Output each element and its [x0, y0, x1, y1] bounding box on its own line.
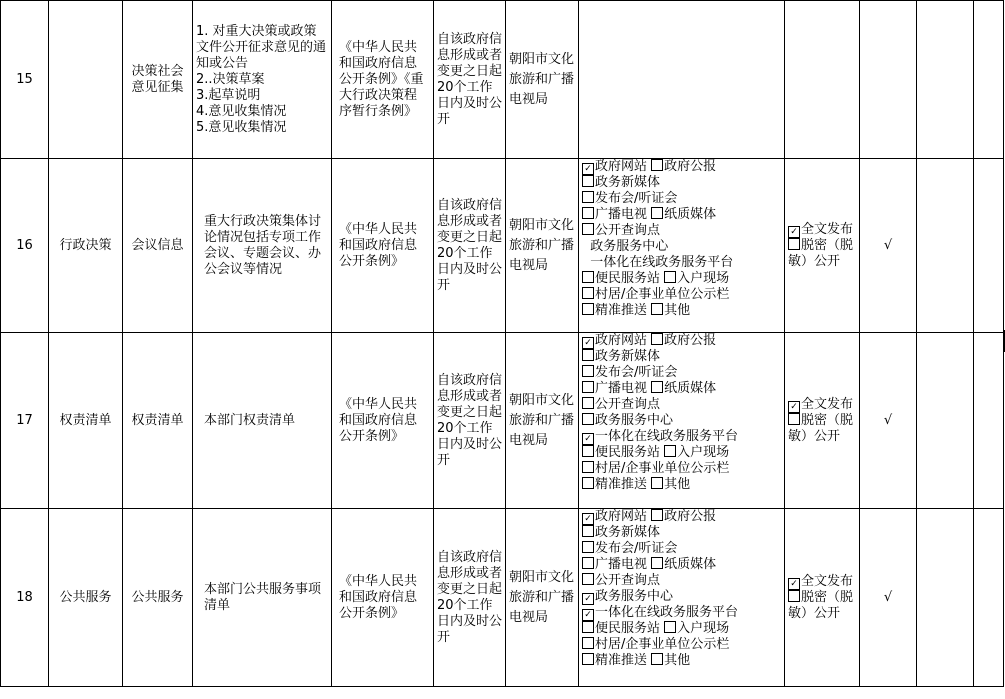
channel-line [582, 525, 781, 541]
option-label: 一体化在线政务服务平台 [595, 429, 739, 444]
checkbox-icon [651, 653, 663, 665]
channel-line [582, 445, 781, 461]
channel-line [582, 621, 781, 637]
checkbox-icon [582, 287, 594, 299]
table-row [1, 333, 1004, 509]
option-label: 脱密（脱敏）公开 [788, 412, 854, 444]
checked-box-icon [582, 163, 594, 175]
channel-line [582, 287, 781, 303]
basis-cell [332, 1, 434, 159]
row-number [1, 333, 49, 509]
level2-category [123, 159, 193, 333]
channel-line [582, 557, 781, 573]
checkbox-icon [582, 637, 594, 649]
time-cell [434, 159, 506, 333]
option-label: 政府公报 [664, 159, 717, 174]
channel-line [582, 509, 781, 525]
scope-cell [785, 333, 860, 509]
subject-text: 朝阳市文化旅游和广播电视局 [509, 51, 575, 107]
checkbox-icon [582, 365, 594, 377]
level1-category [49, 333, 123, 509]
channel-line [582, 541, 781, 557]
option-label: 政务新媒体 [595, 525, 661, 540]
channel-line [582, 191, 781, 207]
channel-line [582, 605, 781, 621]
table-row [1, 1, 1004, 159]
checkbox-icon [582, 381, 594, 393]
scope-cell [785, 159, 860, 333]
option-label: 纸质媒体 [664, 557, 717, 572]
option-label: 精准推送 [595, 303, 648, 318]
row-number-text: 18 [16, 589, 33, 605]
check-mark-icon: √ [883, 589, 893, 605]
option-label: 政府公报 [664, 509, 717, 524]
option-label: 精准推送 [595, 653, 648, 668]
empty-cell [917, 509, 974, 687]
option-label: 入户现场 [677, 445, 730, 460]
checkbox-icon [582, 461, 594, 473]
content-line: 重大行政决策集体讨论情况包括专项工作会议、专题会议、办公会议等情况 [204, 213, 322, 277]
checkbox-icon [582, 271, 594, 283]
content-line: 2..决策草案 [196, 71, 265, 87]
checkbox-icon [582, 397, 594, 409]
option-label: 村居/企事业单位公示栏 [595, 637, 730, 652]
option-label: 纸质媒体 [664, 207, 717, 222]
checkbox-icon [651, 557, 663, 569]
content-cell [193, 333, 332, 509]
time-text: 自该政府信息形成或者变更之日起20个工作日内及时公开 [437, 372, 503, 468]
checked-box-icon [582, 513, 594, 525]
option-label: 其他 [664, 477, 691, 492]
option-label: 公开查询点 [595, 223, 661, 238]
channel-line [582, 207, 781, 223]
checkbox-icon [788, 413, 800, 425]
checkbox-icon [582, 191, 594, 203]
option-label: 广播电视 [595, 207, 648, 222]
basis-cell [332, 159, 434, 333]
channel-line [582, 461, 781, 477]
channels-cell [579, 159, 785, 333]
checkbox-icon [651, 303, 663, 315]
checkbox-icon [651, 509, 663, 521]
option-label: 其他 [664, 653, 691, 668]
level2-category [123, 509, 193, 687]
checkbox-icon [651, 477, 663, 489]
level2-text: 会议信息 [131, 237, 184, 253]
channel-line [582, 413, 781, 429]
content-cell [193, 159, 332, 333]
content-line: 本部门公共服务事项清单 [204, 581, 322, 613]
option-label: 一体化在线政务服务平台 [590, 255, 734, 270]
option-label: 发布会/听证会 [595, 191, 678, 206]
checkbox-icon [582, 621, 594, 633]
table-row [1, 509, 1004, 687]
option-label: 政府公报 [664, 333, 717, 348]
empty-cell [974, 1, 1004, 159]
option-label: 脱密（脱敏）公开 [788, 589, 854, 621]
option-label: 政府网站 [595, 509, 648, 524]
option-label: 政务新媒体 [595, 175, 661, 190]
channels-cell [579, 509, 785, 687]
checkbox-icon [651, 333, 663, 345]
option-label: 精准推送 [595, 477, 648, 492]
level2-text: 权责清单 [131, 412, 184, 428]
option-label: 政务服务中心 [595, 589, 674, 604]
checkbox-icon [651, 159, 663, 171]
option-label: 全文发布 [801, 396, 854, 412]
check-mark-cell [860, 159, 917, 333]
content-line: 1. 对重大决策或政策文件公开征求意见的通知或公告 [196, 23, 327, 71]
level2-text: 公共服务 [131, 589, 184, 605]
checked-box-icon [788, 578, 800, 590]
option-label: 便民服务站 [595, 445, 661, 460]
checkbox-icon [582, 207, 594, 219]
checked-box-icon [582, 609, 594, 621]
option-label: 入户现场 [677, 621, 730, 636]
channel-line [582, 175, 781, 191]
option-label: 其他 [664, 303, 691, 318]
level1-category [49, 509, 123, 687]
basis-text: 《中华人民共和国政府信息公开条例》 [339, 396, 418, 444]
subject-cell [506, 333, 579, 509]
check-mark-icon: √ [883, 237, 893, 253]
option-label: 广播电视 [595, 557, 648, 572]
content-line: 3.起草说明 [196, 87, 261, 103]
option-label: 政府网站 [595, 333, 648, 348]
channel-line [582, 429, 781, 445]
option-label: 公开查询点 [595, 573, 661, 588]
subject-text: 朝阳市文化旅游和广播电视局 [509, 569, 575, 625]
checked-box-icon [582, 433, 594, 445]
checkbox-icon [651, 207, 663, 219]
subject-text: 朝阳市文化旅游和广播电视局 [509, 217, 575, 273]
empty-cell [974, 509, 1004, 687]
row-number-text: 17 [16, 412, 33, 428]
checkbox-icon [582, 541, 594, 553]
checkbox-icon [582, 445, 594, 457]
checkbox-icon [582, 477, 594, 489]
checkbox-icon [664, 271, 676, 283]
option-label: 入户现场 [677, 271, 730, 286]
checked-box-icon [582, 337, 594, 349]
checkbox-icon [582, 525, 594, 537]
checked-box-icon [788, 401, 800, 413]
option-label: 政府网站 [595, 159, 648, 174]
content-line: 本部门权责清单 [204, 412, 296, 428]
option-label: 脱密（脱敏）公开 [788, 237, 854, 269]
empty-cell [974, 333, 1004, 509]
option-label: 政务新媒体 [595, 349, 661, 364]
row-number-text: 15 [16, 71, 33, 87]
empty-cell [917, 333, 974, 509]
checkbox-icon [664, 621, 676, 633]
subject-text: 朝阳市文化旅游和广播电视局 [509, 392, 575, 448]
option-label: 便民服务站 [595, 621, 661, 636]
channel-line [582, 223, 781, 239]
subject-cell [506, 159, 579, 333]
option-label: 村居/企事业单位公示栏 [595, 461, 730, 476]
channel-line [582, 381, 781, 397]
basis-text: 《中华人民共和国政府信息公开条例》《重大行政决策程序暂行条例》 [339, 39, 424, 119]
option-label: 发布会/听证会 [595, 365, 678, 380]
checkbox-icon [582, 349, 594, 361]
empty-cell [974, 159, 1004, 333]
checkbox-icon [788, 238, 800, 250]
channel-line [582, 159, 781, 175]
content-cell [193, 509, 332, 687]
row-number-text: 16 [16, 237, 33, 253]
scope-cell [785, 509, 860, 687]
level2-text: 决策社会意见征集 [131, 63, 184, 95]
channel-line [582, 365, 781, 381]
basis-text: 《中华人民共和国政府信息公开条例》 [339, 573, 418, 621]
channel-line [582, 333, 781, 349]
option-label: 村居/企事业单位公示栏 [595, 287, 730, 302]
level1-text: 行政决策 [59, 237, 112, 253]
time-cell [434, 1, 506, 159]
time-cell [434, 333, 506, 509]
option-label: 公开查询点 [595, 397, 661, 412]
check-mark-cell [860, 1, 917, 159]
checked-box-icon [582, 593, 594, 605]
time-cell [434, 509, 506, 687]
checkbox-icon [582, 653, 594, 665]
checkbox-icon [582, 557, 594, 569]
checkbox-icon [788, 590, 800, 602]
channel-line [582, 349, 781, 365]
channel-line [582, 303, 781, 319]
table-body [1, 1, 1004, 687]
basis-text: 《中华人民共和国政府信息公开条例》 [339, 221, 418, 269]
content-line: 5.意见收集情况 [196, 119, 287, 135]
option-label: 政务服务中心 [590, 239, 669, 254]
row-number [1, 1, 49, 159]
subject-cell [506, 1, 579, 159]
empty-cell [917, 1, 974, 159]
channel-line [582, 397, 781, 413]
time-text: 自该政府信息形成或者变更之日起20个工作日内及时公开 [437, 31, 503, 127]
option-label: 便民服务站 [595, 271, 661, 286]
level1-text: 公共服务 [59, 589, 112, 605]
row-number [1, 509, 49, 687]
table-row [1, 159, 1004, 333]
scope-options [788, 574, 856, 622]
option-label: 全文发布 [801, 221, 854, 237]
checkbox-icon [582, 413, 594, 425]
checkbox-icon [582, 303, 594, 315]
check-mark-cell [860, 333, 917, 509]
scope-options [788, 222, 856, 270]
check-mark-icon: √ [883, 412, 893, 428]
checkbox-icon [582, 223, 594, 235]
option-label: 发布会/听证会 [595, 541, 678, 556]
checkbox-icon [582, 175, 594, 187]
option-label: 政务服务中心 [595, 413, 674, 428]
option-label: 一体化在线政务服务平台 [595, 605, 739, 620]
scope-cell [785, 1, 860, 159]
scope-options [788, 397, 856, 445]
channel-line [582, 573, 781, 589]
checkbox-icon [582, 573, 594, 585]
basis-cell [332, 509, 434, 687]
channel-line [582, 589, 781, 605]
level2-category [123, 1, 193, 159]
basis-cell [332, 333, 434, 509]
empty-cell [917, 159, 974, 333]
checkbox-icon [664, 445, 676, 457]
channel-line [582, 477, 781, 493]
channel-line [582, 271, 781, 287]
checkbox-icon [651, 381, 663, 393]
option-label: 全文发布 [801, 573, 854, 589]
level1-text: 权责清单 [59, 412, 112, 428]
channel-line [582, 239, 781, 255]
channel-line [582, 637, 781, 653]
level2-category [123, 333, 193, 509]
content-line: 4.意见收集情况 [196, 103, 287, 119]
level1-category [49, 1, 123, 159]
subject-cell [506, 509, 579, 687]
time-text: 自该政府信息形成或者变更之日起20个工作日内及时公开 [437, 549, 503, 645]
channels-cell [579, 1, 785, 159]
checked-box-icon [788, 226, 800, 238]
channel-line [582, 255, 781, 271]
row-number [1, 159, 49, 333]
level1-category [49, 159, 123, 333]
time-text: 自该政府信息形成或者变更之日起20个工作日内及时公开 [437, 197, 503, 293]
option-label: 广播电视 [595, 381, 648, 396]
channel-line [582, 653, 781, 669]
channels-cell [579, 333, 785, 509]
content-cell [193, 1, 332, 159]
check-mark-cell [860, 509, 917, 687]
option-label: 纸质媒体 [664, 381, 717, 396]
